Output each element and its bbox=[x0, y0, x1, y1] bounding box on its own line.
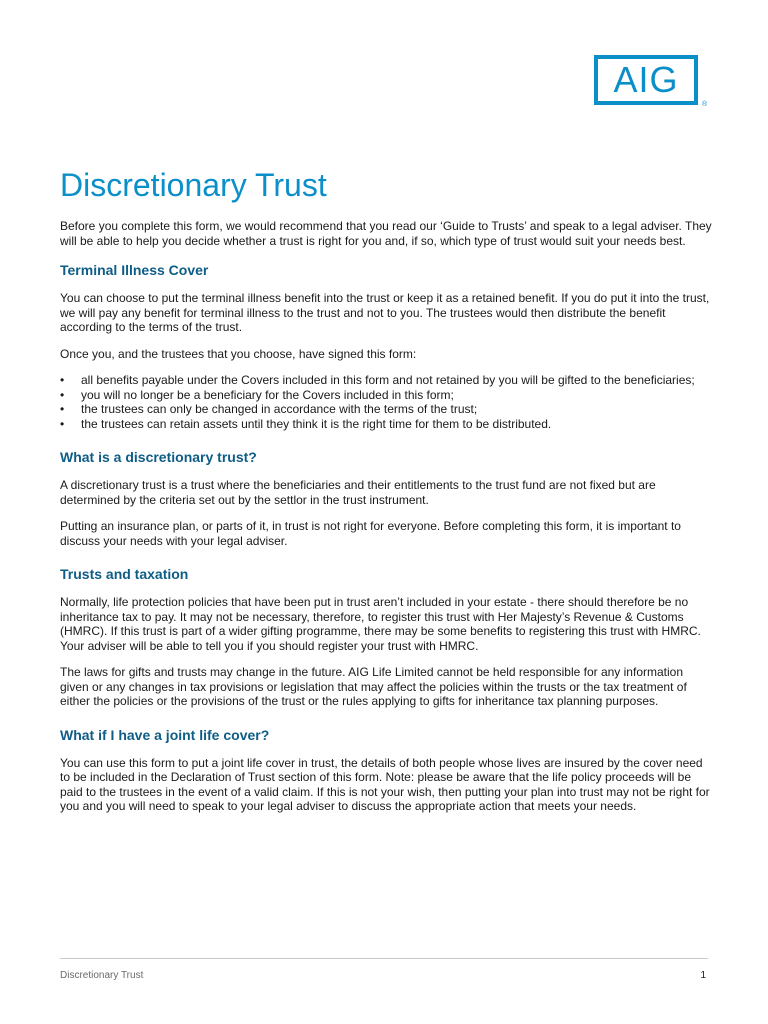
section-paragraph: Normally, life protection policies that have been put in trust aren’t included in your estate - there should therefore be no inheritance tax to pay. It may not be necessary, therefore, to register this trust with Her Majesty’s Revenue & Customs (HMRC). If this trust is part of a wider gifting programme, there may be some benefits to registering this trust with HMRC. Your adviser will be able to tell you if you should register your trust with HMRC. bbox=[60, 595, 701, 653]
bullet-icon: • bbox=[60, 416, 65, 431]
registered-mark: ® bbox=[702, 101, 708, 108]
bullet-list bbox=[60, 373, 712, 431]
list-item bbox=[60, 417, 712, 432]
intro-paragraph: Before you complete this form, we would recommend that you read our ‘Guide to Trusts’ and speak to a legal adviser. They will be able to help you decide whether a trust is right for you and, if so, which type of trust would suit your needs best. bbox=[60, 219, 712, 248]
section-paragraph: You can use this form to put a joint life cover in trust, the details of both people whose lives are insured by the cover need to be included in the Declaration of Trust section of this form. Note: please be aware that the life policy proceeds will be paid to the trustees in the event of a valid claim. If this is not your wish, then putting your plan into trust may not be right for you and you will need to speak to your legal adviser to discuss the appropriate action that meets your needs. bbox=[60, 755, 710, 813]
page-title: Discretionary Trust bbox=[60, 167, 327, 203]
section-heading-trusts-taxation: Trusts and taxation bbox=[60, 566, 189, 582]
list-item-text: all benefits payable under the Covers included in this form and not retained by you will be gifted to the beneficiaries; bbox=[81, 373, 695, 387]
section-paragraph: The laws for gifts and trusts may change in the future. AIG Life Limited cannot be held responsible for any information given or any changes in tax provisions or legislation that may affect the policies within the trusts or the tax treatment of either the policies or the provisions of the trust or the rules applying to gifts for inheritance tax planning purposes. bbox=[60, 665, 687, 708]
section-paragraph: Once you, and the trustees that you choose, have signed this form: bbox=[60, 346, 417, 361]
section-paragraph: Putting an insurance plan, or parts of it, in trust is not right for everyone. Before completing this form, it is important to discuss your needs with your legal adviser. bbox=[60, 519, 681, 548]
bullet-icon: • bbox=[60, 373, 65, 387]
page-number: 1 bbox=[700, 970, 706, 981]
bullet-icon: • bbox=[60, 387, 65, 402]
list-item bbox=[60, 388, 712, 403]
footer-title: Discretionary Trust bbox=[60, 970, 144, 981]
list-item-text: you will no longer be a beneficiary for the Covers included in this form; bbox=[81, 387, 454, 402]
list-item-text: the trustees can only be changed in accordance with the terms of the trust; bbox=[81, 402, 478, 416]
bullet-icon: • bbox=[60, 402, 65, 416]
section-heading-discretionary-trust: What is a discretionary trust? bbox=[60, 449, 257, 465]
section-heading-terminal-illness: Terminal Illness Cover bbox=[60, 262, 209, 278]
document-body bbox=[60, 219, 712, 826]
logo-text: AIG bbox=[613, 59, 679, 100]
section-heading-joint-life-cover: What if I have a joint life cover? bbox=[60, 726, 270, 743]
list-item bbox=[60, 373, 712, 388]
aig-logo bbox=[594, 55, 698, 105]
list-item bbox=[60, 402, 712, 417]
section-paragraph: A discretionary trust is a trust where the beneficiaries and their entitlements to the trust fund are not fixed but are determined by the criteria set out by the settlor in the trust instrument. bbox=[60, 478, 656, 507]
list-item-text: the trustees can retain assets until they think it is the right time for them to be distributed. bbox=[81, 416, 552, 431]
footer-divider bbox=[60, 958, 708, 959]
section-paragraph: You can choose to put the terminal illness benefit into the trust or keep it as a retained benefit. If you do put it into the trust, we will pay any benefit for terminal illness to the trust and not to you. The trustees would then distribute the benefit according to the terms of the trust. bbox=[60, 291, 710, 334]
